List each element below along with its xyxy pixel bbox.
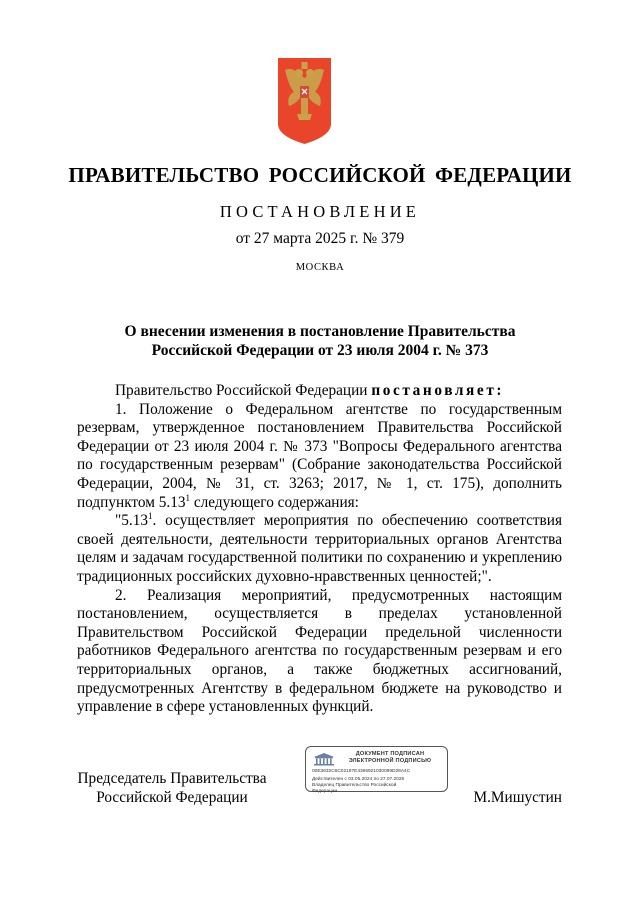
certificate-validity: Действителен с 03.05.2024 по 27.07.2025 — [312, 777, 405, 782]
government-building-icon — [313, 752, 335, 766]
document-date-number: от 27 марта 2025 г. № 379 — [235, 230, 405, 247]
item-1-text: 1. Положение о Федеральном агентстве по государственным резервам, утвержденное постановлением Правительства Российской Федерации от 23 июля 2004 г. № 373 "Вопросы Федерального агентства по государственным резервам" (Собрание законодательства Российской Федерации, 2004, № 31, ст. 3263; 2017, № 1, ст. 175), дополнить подпунктом 5.13 — [77, 400, 562, 511]
document-type: ПОСТАНОВЛЕНИЕ — [219, 202, 421, 221]
preamble-text: Правительство Российской Федерации — [115, 382, 368, 399]
stamp-heading — [340, 751, 440, 764]
position-line-2: Российской Федерации — [96, 788, 248, 806]
item-1-superscript: 1 — [185, 492, 191, 503]
government-title: ПРАВИТЕЛЬСТВО РОССИЙСКОЙ ФЕДЕРАЦИИ — [68, 163, 572, 187]
stamp-heading-line-2: ЭЛЕКТРОННОЙ ПОДПИСЬЮ — [348, 757, 432, 764]
signatory-position — [77, 770, 267, 807]
certificate-owner: Владелец Правительство Российской Федерации — [312, 783, 397, 794]
quote-number: "5.13 — [115, 512, 149, 530]
certificate-serial: 00E3632C6C02197E4366921030099D28A4C — [312, 769, 411, 774]
quote-superscript: 1 — [148, 511, 153, 522]
subject-line-2: Российской Федерации от 23 июля 2004 г. № 373 — [151, 342, 489, 359]
quote-paragraph — [77, 512, 562, 586]
preamble-paragraph — [77, 382, 562, 401]
electronic-signature-stamp — [305, 746, 448, 792]
quote-text: . осуществляет мероприятия по обеспечению соответствия своей деятельности, деятельности территориальных органов Агентства целям и задачам государственной политики по сохранению и укреплению традиционных российских духовно-нравственных ценностей;". — [77, 512, 562, 585]
stamp-heading-line-1: ДОКУМЕНТ ПОДПИСАН — [355, 751, 425, 757]
document-city: МОСКВА — [295, 262, 345, 273]
position-line-1: Председатель Правительства — [77, 770, 267, 787]
subject-line-1: О внесении изменения в постановление Правительства — [124, 323, 516, 340]
signatory-name: М.Мишустин — [473, 789, 562, 806]
item-1-tail: следующего содержания: — [190, 493, 359, 511]
decree-word: постановляет: — [371, 382, 505, 399]
item-2-paragraph: 2. Реализация мероприятий, предусмотренных настоящим постановлением, осуществляется в пределах установленной Правительством Российской Федерации предельной численности работников Федерального агентства по государственным резервам и его территориальных органов, а также бюджетных ассигнований, предусмотренных Агентству в федеральном бюджете на руководство и управление в сфере установленных функций. — [77, 586, 562, 716]
russian-coat-of-arms-icon — [277, 56, 332, 146]
item-1-paragraph — [77, 401, 562, 513]
document-body — [77, 382, 562, 717]
document-subject — [0, 322, 640, 360]
